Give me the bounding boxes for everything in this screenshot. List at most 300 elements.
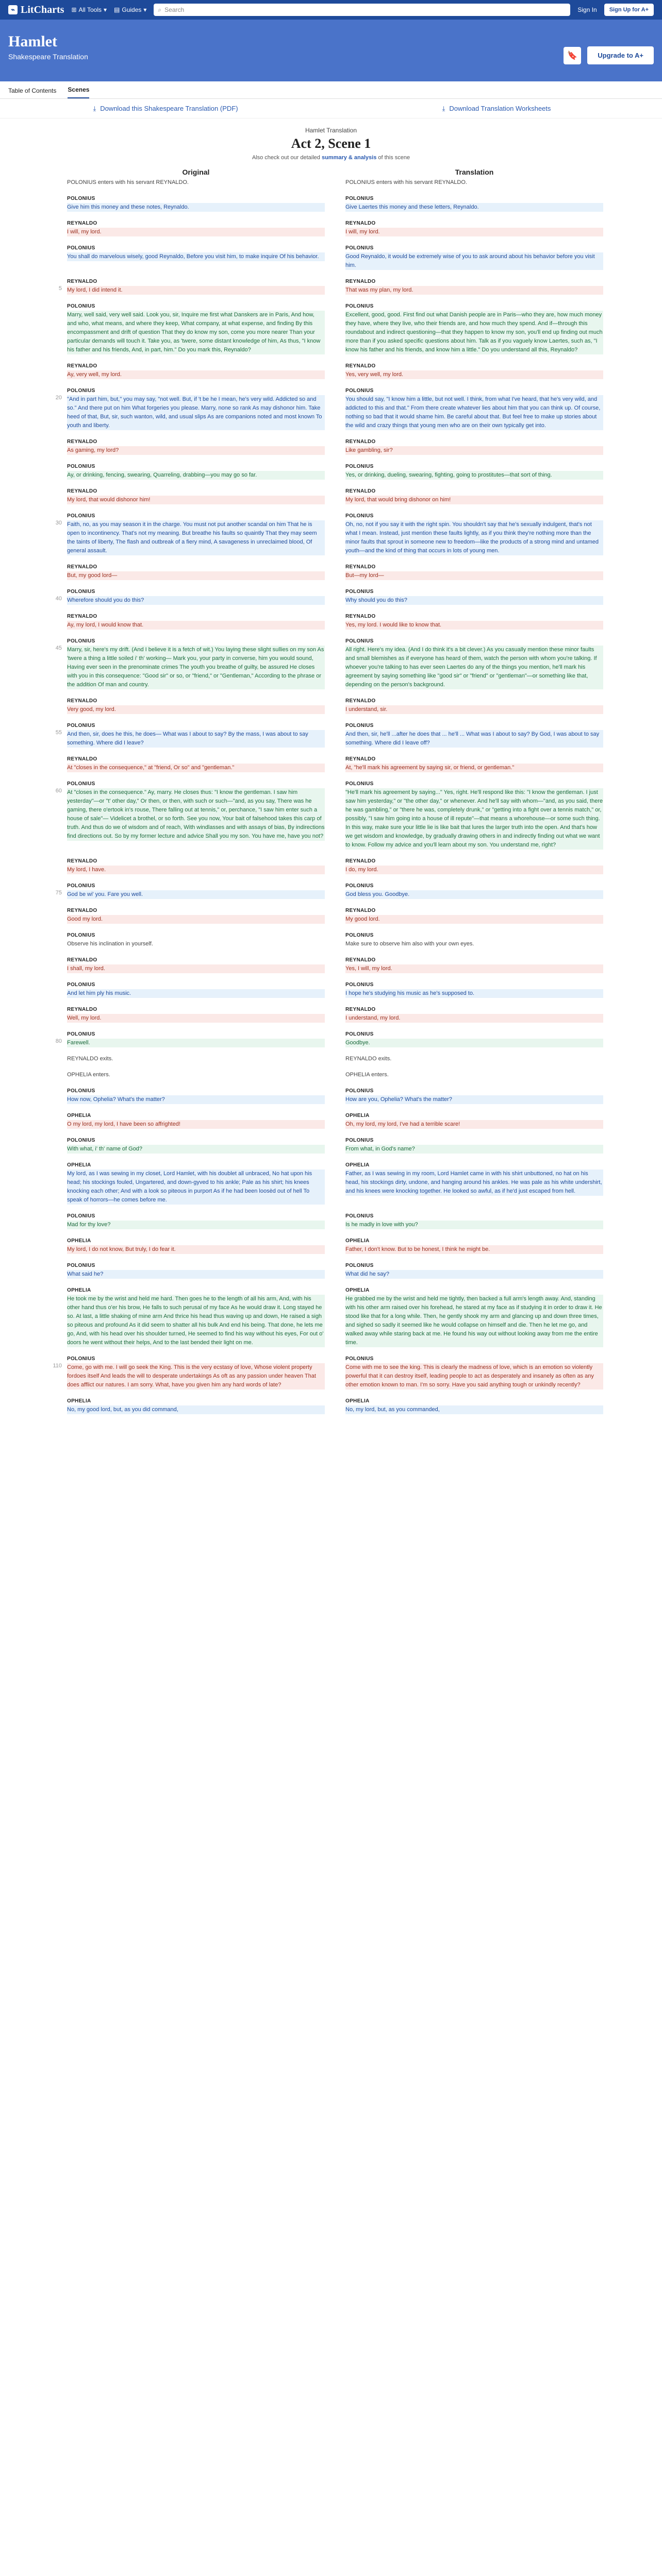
original-cell xyxy=(67,637,325,689)
speaker-name: REYNALDO xyxy=(345,564,376,570)
original-text[interactable]: O my lord, my lord, I have been so affrighted! xyxy=(67,1120,325,1129)
download-pdf-link[interactable] xyxy=(0,99,331,118)
table-row xyxy=(0,956,662,973)
original-cell xyxy=(67,906,325,924)
original-cell xyxy=(67,1261,325,1279)
speaker-name: POLONIUS xyxy=(345,883,374,889)
speaker-name: REYNALDO xyxy=(67,221,97,226)
translation-cell xyxy=(345,462,603,480)
note-post: of this scene xyxy=(376,155,410,161)
original-cell xyxy=(67,1161,325,1205)
translation-text[interactable]: Good Reynaldo, it would be extremely wise of you to ask around about his behavior before you visit him. xyxy=(345,252,603,270)
speaker-name: POLONIUS xyxy=(67,723,95,728)
translation-cell xyxy=(345,1055,603,1063)
speaker-name: POLONIUS xyxy=(345,589,374,595)
original-cell xyxy=(67,1286,325,1347)
original-text: REYNALDO exits. xyxy=(67,1056,113,1062)
speaker-name: POLONIUS xyxy=(345,196,374,201)
translation-cell xyxy=(345,437,603,455)
nav-guides[interactable] xyxy=(114,6,146,13)
speaker-name: REYNALDO xyxy=(345,221,376,226)
logo-icon: ⌁ xyxy=(8,5,18,14)
original-cell xyxy=(67,512,325,555)
table-row xyxy=(0,462,662,480)
speaker-name: POLONIUS xyxy=(67,781,95,787)
translation-text[interactable]: I understand, my lord. xyxy=(345,1014,603,1023)
translation-cell xyxy=(345,906,603,924)
speaker-name: OPHELIA xyxy=(67,1287,91,1293)
tab-table-of-contents[interactable]: Table of Contents xyxy=(8,87,57,94)
speaker-name: POLONIUS xyxy=(67,589,95,595)
upgrade-button[interactable]: Upgrade to A+ xyxy=(587,46,654,64)
note-pre: Also check out our detailed xyxy=(252,155,322,161)
original-text[interactable]: How now, Ophelia? What's the matter? xyxy=(67,1095,325,1104)
logo[interactable] xyxy=(8,4,64,16)
line-number: 55 xyxy=(55,730,62,736)
original-cell xyxy=(67,1087,325,1104)
original-cell xyxy=(67,1030,325,1047)
speaker-name: POLONIUS xyxy=(345,388,374,394)
translation-text[interactable]: Come with me to see the king. This is clearly the madness of love, which is an emotion so violently powerful that it can destroy itself, leading people to act as desperately and insanely as often as any other emotion known to man. I'm so sorry. Have you said anything tough or unkindly recently? xyxy=(345,1363,603,1389)
original-text[interactable]: Come, go with me. I will go seek the King. This is the very ecstasy of love, Whose violent property fordoes itself And leads the will to desperate undertakings As oft as any passion under heaven That does afflict our natures. I am sorry. What, have you given him any hard words of late? xyxy=(67,1363,325,1389)
translation-text[interactable]: How are you, Ophelia? What's the matter? xyxy=(345,1095,603,1104)
translation-text[interactable]: And then, sir, he'll ...after he does that ... he'll ... What was I about to say? By God, I was about to say something. Where did I leave off? xyxy=(345,730,603,748)
speaker-name: REYNALDO xyxy=(67,858,97,864)
translation-cell xyxy=(345,1212,603,1229)
translation-text[interactable]: My good lord. xyxy=(345,915,603,924)
original-cell xyxy=(67,697,325,714)
original-text[interactable]: No, my good lord, but, as you did command, xyxy=(67,1405,325,1414)
translation-cell xyxy=(345,882,603,899)
speaker-name: REYNALDO xyxy=(345,439,376,445)
speaker-name: REYNALDO xyxy=(67,1007,97,1012)
speaker-name: POLONIUS xyxy=(67,1356,95,1362)
translation-text[interactable]: Yes, I will, my lord. xyxy=(345,964,603,973)
translation-cell xyxy=(345,980,603,998)
tab-scenes[interactable]: Scenes xyxy=(68,86,89,98)
table-row xyxy=(0,1030,662,1047)
translation-cell xyxy=(345,362,603,379)
original-text[interactable]: Marry, well said, very well said. Look you, sir, Inquire me first what Danskers are in Paris, And how, and who, what means, and where they keep, What company, at what expense, and finding By this encompassment and drift of question That they do know my son, come you more nearer Than your particular demands will touch it. Take you, as 'twere, some distant knowledge of him, As thus, "I know his father and his friends, And, in part, him." Do you mark this, Reynaldo? xyxy=(67,311,325,354)
speaker-name: OPHELIA xyxy=(67,1162,91,1168)
table-row xyxy=(0,1071,662,1079)
speaker-name: POLONIUS xyxy=(345,303,374,309)
speaker-name: REYNALDO xyxy=(67,363,97,369)
translation-cell xyxy=(345,563,603,580)
original-text[interactable]: What said he? xyxy=(67,1270,325,1279)
chevron-down-icon: ▾ xyxy=(103,6,107,13)
translation-text[interactable]: Excellent, good, good. First find out what Danish people are in Paris—who they are, how much money they have, where they live, who their friends are, and how much they spend. And if—through this roundabout and indirect questioning—that they happen to know my son, you'll end up finding out much more than if you asked specific questions about him. Talk as if you vaguely know Laertes, such as, "I know his father and his friends, and know him a little." Do you understand all this, Reynaldo? xyxy=(345,311,603,354)
translation-text[interactable]: All right. Here's my idea. (And I do think it's a bit clever.) As you casually mention these minor faults and small blemishes as if everyone has heard of them, watch the person with whom you're talking. If whoever you're talking to has ever seen Laertes do any of the things you mention, he'll mark his agreement by saying something like "good sir" or "friend" or "gentleman"—or something like that, depending on the person's background. xyxy=(345,646,603,689)
line-number: 60 xyxy=(55,788,62,794)
translation-text[interactable]: Why should you do this? xyxy=(345,596,603,605)
original-cell xyxy=(67,882,325,899)
summary-link[interactable]: summary & analysis xyxy=(321,155,377,161)
translation-text: OPHELIA enters. xyxy=(345,1072,389,1078)
original-text[interactable]: And let him ply his music. xyxy=(67,989,325,998)
speaker-name: REYNALDO xyxy=(345,756,376,762)
speaker-name: POLONIUS xyxy=(67,638,95,644)
original-column-header: Original xyxy=(182,168,210,176)
speaker-name: POLONIUS xyxy=(345,1213,374,1219)
nav-all-tools-label: All Tools xyxy=(78,6,102,13)
original-cell xyxy=(67,362,325,379)
translation-cell xyxy=(345,857,603,874)
original-text[interactable]: My lord, as I was sewing in my closet, Lord Hamlet, with his doublet all unbraced, No hat upon his head; his stockings fouled, Ungartered, and down-gyved to his ankle; Pale as his shirt; his knees knocking each other; And with a look so piteous in purport As if he had been loosèd out of hell To speak of horrors—he comes before me. xyxy=(67,1170,325,1205)
table-row xyxy=(0,755,662,772)
translation-text[interactable]: Yes, or drinking, dueling, swearing, fighting, going to prostitutes—that sort of thing. xyxy=(345,471,603,480)
speaker-name: POLONIUS xyxy=(67,513,95,519)
translation-cell xyxy=(345,1397,603,1414)
tab-bar xyxy=(0,81,662,99)
original-text[interactable]: Give him this money and these notes, Reynaldo. xyxy=(67,203,325,212)
speaker-name: REYNALDO xyxy=(67,698,97,704)
download-icon: ⤓ xyxy=(93,104,96,112)
line-number: 110 xyxy=(53,1363,62,1369)
original-text: OPHELIA enters. xyxy=(67,1072,110,1078)
speaker-name: POLONIUS xyxy=(345,723,374,728)
original-cell xyxy=(67,857,325,874)
original-cell xyxy=(67,277,325,295)
translation-text[interactable]: Oh, no, not if you say it with the right spin. You shouldn't say that he's sexually indulgent, that's not what I mean. Instead, just mention these faults lightly, as if you think they're nothing more than the minor faults that sprout in someone new to freedom—like the products of a strong mind and untamed youth—and the kind of thing that occurs in lots of young men. xyxy=(345,520,603,555)
page-title: Hamlet xyxy=(8,33,57,50)
original-cell xyxy=(67,386,325,430)
original-text[interactable]: You shall do marvelous wisely, good Reynaldo, Before you visit him, to make inquire Of his behavior. xyxy=(67,252,325,261)
table-row xyxy=(0,386,662,430)
column-headers xyxy=(0,161,662,178)
speaker-name: REYNALDO xyxy=(345,614,376,619)
original-text[interactable]: Ay, very well, my lord. xyxy=(67,370,325,379)
speaker-name: REYNALDO xyxy=(345,279,376,284)
original-cell xyxy=(67,587,325,605)
speaker-name: REYNALDO xyxy=(67,439,97,445)
speaker-name: OPHELIA xyxy=(345,1287,370,1293)
original-cell xyxy=(67,219,325,236)
original-cell xyxy=(67,1212,325,1229)
translation-cell xyxy=(345,1261,603,1279)
table-row xyxy=(0,980,662,998)
table-row xyxy=(0,1136,662,1154)
table-row xyxy=(0,612,662,630)
original-cell xyxy=(67,1236,325,1254)
original-cell xyxy=(67,437,325,455)
original-cell xyxy=(67,1354,325,1389)
original-cell xyxy=(67,244,325,270)
translation-text[interactable]: I do, my lord. xyxy=(345,866,603,874)
original-cell xyxy=(67,956,325,973)
original-text[interactable]: "And in part him, but," you may say, "not well. But, if 't be he I mean, he's very wild. Addicted so and so." And there put on him What forgeries you please. Marry, none so rank As may dishonor him. Take heed of that, But, sir, such wanton, wild, and usual slips As are companions noted and most known To youth and liberty. xyxy=(67,395,325,430)
original-cell xyxy=(67,755,325,772)
translation-cell xyxy=(345,1111,603,1129)
translation-text[interactable]: Is he madly in love with you? xyxy=(345,1221,603,1229)
sign-up-button[interactable]: Sign Up for A+ xyxy=(604,4,654,16)
original-cell xyxy=(67,1071,325,1079)
line-number: 30 xyxy=(55,520,62,526)
speaker-name: POLONIUS xyxy=(345,464,374,469)
original-text: Observe his inclination in yourself. xyxy=(67,941,153,947)
line-number: 5 xyxy=(58,285,62,292)
translation-text[interactable]: I understand, sir. xyxy=(345,705,603,714)
table-row xyxy=(0,178,662,187)
original-text[interactable]: At "closes in the consequence." Ay, marry. He closes thus: "I know the gentleman. I saw him yesterday"—or "t' other day," Or then, or then, with such or such—"and, as you say, There was he gaming, there o'ertook in's rouse, There falling out at tennis," or, perchance, "I saw him enter such a house of sale"— Videlicet a brothel, or so forth. See you now, Your bait of falsehood takes this carp of truth. And thus do we of wisdom and of reach, With windlasses and with assays of bias, By indirections find directions out. So by my former lecture and advice Shall you my son. You have me, have you not? xyxy=(67,788,325,841)
original-cell xyxy=(67,721,325,748)
table-row xyxy=(0,512,662,555)
translation-cell xyxy=(345,956,603,973)
speaker-name: REYNALDO xyxy=(67,488,97,494)
translation-text[interactable]: That was my plan, my lord. xyxy=(345,286,603,295)
translation-cell xyxy=(345,697,603,714)
translation-cell xyxy=(345,1030,603,1047)
sign-in-link[interactable]: Sign In xyxy=(577,6,597,13)
translation-cell xyxy=(345,178,603,187)
original-text[interactable]: I will, my lord. xyxy=(67,228,325,236)
speaker-name: POLONIUS xyxy=(67,464,95,469)
bookmark-button[interactable] xyxy=(564,47,581,64)
translation-table xyxy=(0,178,662,1414)
translation-cell xyxy=(345,779,603,850)
translation-text[interactable]: What did he say? xyxy=(345,1270,603,1279)
table-row xyxy=(0,637,662,689)
original-cell xyxy=(67,563,325,580)
scene-title: Act 2, Scene 1 xyxy=(291,136,371,151)
translation-text[interactable]: Like gambling, sir? xyxy=(345,446,603,455)
table-row xyxy=(0,194,662,212)
speaker-name: POLONIUS xyxy=(67,1031,95,1037)
translation-cell xyxy=(345,1136,603,1154)
speaker-name: POLONIUS xyxy=(345,1031,374,1037)
original-text[interactable]: He took me by the wrist and held me hard. Then goes he to the length of all his arm, And, with his other hand thus o'er his brow, He falls to such perusal of my face As he would draw it. Long stayed he so. At last, a little shaking of mine arm And thrice his head thus waving up and down, He raised a sigh so piteous and profound As it did seem to shatter all his bulk And end his being. That done, he lets me go, And, with his head over his shoulder turned, He seemed to find his way without his eyes, For out o' doors he went without their helps, And to the last bended their light on me. xyxy=(67,1295,325,1347)
speaker-name: OPHELIA xyxy=(345,1113,370,1118)
translation-text[interactable]: Yes, very well, my lord. xyxy=(345,370,603,379)
translation-text[interactable]: At, "he'll mark his agreement by saying sir, or friend, or gentleman." xyxy=(345,764,603,772)
translation-cell xyxy=(345,512,603,555)
translation-text[interactable]: God bless you. Goodbye. xyxy=(345,890,603,899)
table-row xyxy=(0,437,662,455)
translation-text[interactable]: Yes, my lord. I would like to know that. xyxy=(345,621,603,630)
table-row xyxy=(0,1236,662,1254)
original-text[interactable]: God be wi' you. Fare you well. xyxy=(67,890,325,899)
original-text[interactable]: My lord, I have. xyxy=(67,866,325,874)
book-icon: ▤ xyxy=(114,6,120,13)
table-row xyxy=(0,1397,662,1414)
translation-text[interactable]: Goodbye. xyxy=(345,1039,603,1047)
table-row xyxy=(0,931,662,948)
original-cell xyxy=(67,194,325,212)
original-text[interactable]: As gaming, my lord? xyxy=(67,446,325,455)
translation-cell xyxy=(345,487,603,504)
speaker-name: POLONIUS xyxy=(345,245,374,251)
original-cell xyxy=(67,487,325,504)
table-row xyxy=(0,362,662,379)
speaker-name: POLONIUS xyxy=(67,883,95,889)
search-placeholder: Search xyxy=(164,6,185,13)
speaker-name: OPHELIA xyxy=(67,1113,91,1118)
nav-all-tools[interactable] xyxy=(71,6,107,13)
translation-cell xyxy=(345,1005,603,1023)
bookmark-icon: 🔖 xyxy=(567,51,578,60)
translation-text[interactable]: I will, my lord. xyxy=(345,228,603,236)
original-cell xyxy=(67,779,325,850)
translation-text[interactable]: From what, in God's name? xyxy=(345,1145,603,1154)
speaker-name: POLONIUS xyxy=(67,1088,95,1094)
table-row xyxy=(0,1354,662,1389)
table-row xyxy=(0,563,662,580)
translation-text[interactable]: Give Laertes this money and these letters, Reynaldo. xyxy=(345,203,603,212)
speaker-name: REYNALDO xyxy=(67,614,97,619)
original-text[interactable]: Ay, or drinking, fencing, swearing, Quarreling, drabbing—you may go so far. xyxy=(67,471,325,480)
speaker-name: POLONIUS xyxy=(67,982,95,988)
original-text[interactable]: My lord, I did intend it. xyxy=(67,286,325,295)
original-cell xyxy=(67,980,325,998)
original-text[interactable]: Farewell. xyxy=(67,1039,325,1047)
original-cell xyxy=(67,612,325,630)
speaker-name: OPHELIA xyxy=(345,1238,370,1244)
nav-guides-label: Guides xyxy=(122,6,142,13)
speaker-name: REYNALDO xyxy=(345,488,376,494)
translation-text[interactable]: But—my lord— xyxy=(345,571,603,580)
translation-cell xyxy=(345,931,603,948)
download-icon: ⤓ xyxy=(442,104,445,112)
table-row xyxy=(0,244,662,270)
speaker-name: REYNALDO xyxy=(67,564,97,570)
translation-text[interactable]: You should say, "I know him a little, but not well. I think, from what I've heard, that he's very wild, and addicted to this and that." From there create whatever lies about him that you can think up. Of course, nothing so bad that it would shame him. Be careful about that. But feel free to make up stories about the wild and crazy things that young men who are on their own typically get into. xyxy=(345,395,603,430)
scene-header xyxy=(0,118,662,161)
speaker-name: POLONIUS xyxy=(345,1088,374,1094)
speaker-name: REYNALDO xyxy=(67,908,97,913)
table-row xyxy=(0,906,662,924)
speaker-name: POLONIUS xyxy=(67,303,95,309)
speaker-name: OPHELIA xyxy=(345,1162,370,1168)
speaker-name: POLONIUS xyxy=(67,1263,95,1268)
translation-cell xyxy=(345,1354,603,1389)
translation-cell xyxy=(345,302,603,354)
original-cell xyxy=(67,1005,325,1023)
translation-label: Hamlet Translation xyxy=(305,127,357,134)
line-number: 40 xyxy=(55,596,62,602)
line-number: 75 xyxy=(55,890,62,896)
translation-column-header: Translation xyxy=(455,168,494,176)
table-row xyxy=(0,277,662,295)
original-text[interactable]: Mad for thy love? xyxy=(67,1221,325,1229)
translation-text[interactable]: I hope he's studying his music as he's supposed to. xyxy=(345,989,603,998)
original-cell xyxy=(67,302,325,354)
original-text[interactable]: My lord, that would dishonor him! xyxy=(67,496,325,504)
translation-text[interactable]: Father, I don't know. But to be honest, I think he might be. xyxy=(345,1245,603,1254)
speaker-name: POLONIUS xyxy=(345,1263,374,1268)
speaker-name: POLONIUS xyxy=(67,933,95,938)
page-subtitle: Shakespeare Translation xyxy=(8,53,88,61)
hero-banner xyxy=(0,20,662,81)
original-text[interactable]: Marry, sir, here's my drift. (And I believe it is a fetch of wit.) You laying these slight sullies on my son As 'twere a thing a little soiled i' th' working— Mark you, your party in converse, him you would sound, Having ever seen in the prenominate crimes The youth you breathe of guilty, be assured He closes with you in this consequence: "Good sir" or so, or "friend," or "Gentleman," According to the phrase or the addition Of man and country. xyxy=(67,646,325,689)
translation-text[interactable]: "He'll mark his agreement by saying..." Yes, right. He'll respond like this: "I know the gentleman. I just saw him yesterday," or "the other day," or whenever. And he'll say with whom—"and, as you said, there he was gambling," or "there he was, completely drunk," or "getting into a fight over a tennis match," or, possibly, "I saw him going into a house of ill repute"—that means a whorehouse—or some such thing. In this way, make sure your little lie is like bait that lures the larger truth into the open. And that's how we get wisdom and knowledge, by gradually drawing others in and indirectly finding out what we want to know. Follow my advice and you'll learn about my son. You understand me, right? xyxy=(345,788,603,850)
translation-text[interactable]: No, my lord, but, as you commanded, xyxy=(345,1405,603,1414)
original-cell xyxy=(67,178,325,187)
table-row xyxy=(0,1055,662,1063)
table-row xyxy=(0,1212,662,1229)
speaker-name: REYNALDO xyxy=(67,756,97,762)
original-text[interactable]: Well, my lord. xyxy=(67,1014,325,1023)
original-cell xyxy=(67,1397,325,1414)
speaker-name: POLONIUS xyxy=(345,933,374,938)
translation-text[interactable]: Oh, my lord, my lord, I've had a terrible scare! xyxy=(345,1120,603,1129)
table-row xyxy=(0,857,662,874)
table-row xyxy=(0,779,662,850)
original-text[interactable]: At "closes in the consequence," at "friend, Or so" and "gentleman." xyxy=(67,764,325,772)
translation-cell xyxy=(345,1236,603,1254)
translation-cell xyxy=(345,1071,603,1079)
search-input[interactable] xyxy=(154,4,570,16)
speaker-name: POLONIUS xyxy=(67,245,95,251)
original-text[interactable]: Ay, my lord, I would know that. xyxy=(67,621,325,630)
translation-text: Make sure to observe him also with your own eyes. xyxy=(345,941,474,947)
table-row xyxy=(0,1005,662,1023)
translation-cell xyxy=(345,587,603,605)
speaker-name: POLONIUS xyxy=(345,638,374,644)
table-row xyxy=(0,721,662,748)
table-row xyxy=(0,587,662,605)
translation-cell xyxy=(345,637,603,689)
speaker-name: POLONIUS xyxy=(345,982,374,988)
translation-cell xyxy=(345,1161,603,1205)
original-cell xyxy=(67,931,325,948)
line-number: 20 xyxy=(55,395,62,401)
translation-cell xyxy=(345,721,603,748)
original-cell xyxy=(67,462,325,480)
speaker-name: POLONIUS xyxy=(67,388,95,394)
speaker-name: REYNALDO xyxy=(345,908,376,913)
original-text[interactable]: I shall, my lord. xyxy=(67,964,325,973)
original-cell xyxy=(67,1136,325,1154)
speaker-name: POLONIUS xyxy=(67,1213,95,1219)
table-row xyxy=(0,882,662,899)
translation-text[interactable]: He grabbed me by the wrist and held me tightly, then backed a full arm's length away. And, standing with his other arm raised over his forehead, he stared at my face as if studying it in order to draw it. He stood like that for a long while. Then, he gently shook my arm and glancing up and down three times, and sighed so sadly it seemed like he would collapse on himself and die. Then he let me go, and walked away while staring back at me. He found his way out without looking away from me the entire time. xyxy=(345,1295,603,1347)
top-bar xyxy=(0,0,662,20)
download-worksheets-link[interactable] xyxy=(331,99,662,118)
original-text[interactable]: My lord, I do not know, But truly, I do fear it. xyxy=(67,1245,325,1254)
speaker-name: REYNALDO xyxy=(345,957,376,963)
table-row xyxy=(0,1087,662,1104)
speaker-name: REYNALDO xyxy=(345,858,376,864)
original-text[interactable]: With what, i' th' name of God? xyxy=(67,1145,325,1154)
translation-cell xyxy=(345,755,603,772)
speaker-name: POLONIUS xyxy=(345,1356,374,1362)
translation-text[interactable]: My lord, that would bring dishonor on him! xyxy=(345,496,603,504)
speaker-name: REYNALDO xyxy=(345,1007,376,1012)
original-text[interactable]: Very good, my lord. xyxy=(67,705,325,714)
table-row xyxy=(0,697,662,714)
table-row xyxy=(0,1161,662,1205)
line-number: 80 xyxy=(55,1038,62,1044)
original-text[interactable]: Wherefore should you do this? xyxy=(67,596,325,605)
original-text[interactable]: Faith, no, as you may season it in the charge. You must not put another scandal on him That he is open to incontinency. That's not my meaning. But breathe his faults so quaintly That they may seem the taints of liberty, The flash and outbreak of a fiery mind, A savageness in unreclaimed blood, Of general assault. xyxy=(67,520,325,555)
original-text[interactable]: Good my lord. xyxy=(67,915,325,924)
original-text[interactable]: But, my good lord— xyxy=(67,571,325,580)
translation-cell xyxy=(345,219,603,236)
translation-cell xyxy=(345,194,603,212)
translation-cell xyxy=(345,386,603,430)
speaker-name: OPHELIA xyxy=(345,1398,370,1404)
grid-icon: ⊞ xyxy=(71,6,77,13)
logo-text: LitCharts xyxy=(21,4,64,15)
speaker-name: POLONIUS xyxy=(345,781,374,787)
table-row xyxy=(0,302,662,354)
translation-text: REYNALDO exits. xyxy=(345,1056,392,1062)
speaker-name: POLONIUS xyxy=(345,1138,374,1143)
speaker-name: REYNALDO xyxy=(345,363,376,369)
original-text[interactable]: And then, sir, does he this, he does— What was I about to say? By the mass, I was about to say something. Where did I leave? xyxy=(67,730,325,748)
translation-text[interactable]: Father, as I was sewing in my room, Lord Hamlet came in with his shirt unbuttoned, no hat on his head, his stockings dirty, undone, and hanging around his ankles. He was pale as his white undershirt, and his knees were knocking together. He looked so awful, as if he'd just escaped from hell. xyxy=(345,1170,603,1196)
speaker-name: REYNALDO xyxy=(67,957,97,963)
